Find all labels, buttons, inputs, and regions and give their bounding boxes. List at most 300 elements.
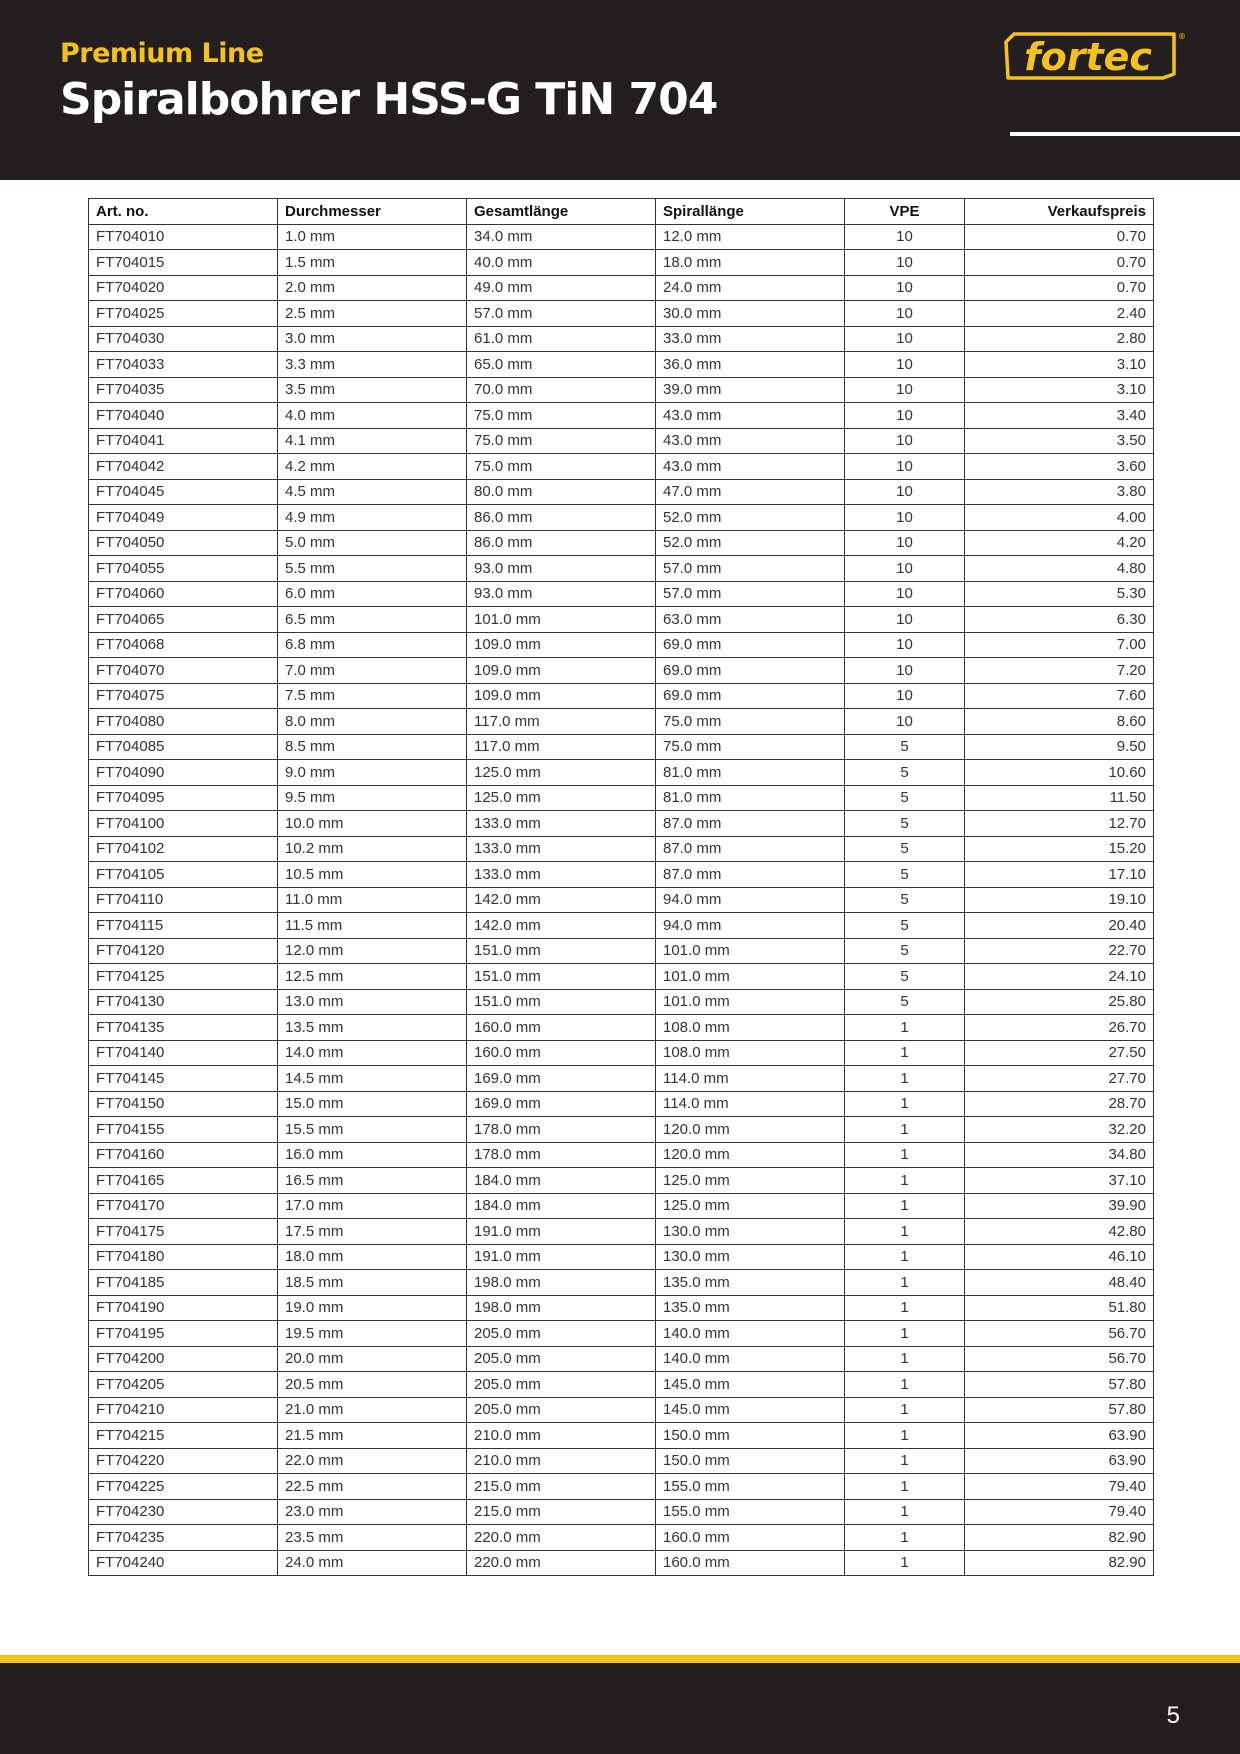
durchmesser-cell: 9.5 mm — [278, 785, 467, 811]
product-line-label: Premium Line — [60, 38, 264, 69]
table-body — [89, 224, 1154, 1576]
art-no-cell: FT704230 — [89, 1499, 278, 1525]
vpe-cell: 10 — [845, 275, 965, 301]
spirallaenge-cell: 57.0 mm — [656, 581, 845, 607]
vpe-cell: 1 — [845, 1066, 965, 1092]
vpe-cell: 10 — [845, 454, 965, 480]
durchmesser-cell: 17.5 mm — [278, 1219, 467, 1245]
spirallaenge-cell: 52.0 mm — [656, 530, 845, 556]
vpe-cell: 1 — [845, 1015, 965, 1041]
table-row — [89, 1193, 1154, 1219]
spirallaenge-cell: 87.0 mm — [656, 836, 845, 862]
gesamtlaenge-cell: 109.0 mm — [467, 683, 656, 709]
spirallaenge-cell: 52.0 mm — [656, 505, 845, 531]
art-no-cell: FT704050 — [89, 530, 278, 556]
art-no-cell: FT704175 — [89, 1219, 278, 1245]
verkaufspreis-cell: 8.60 — [965, 709, 1154, 735]
gesamtlaenge-cell: 101.0 mm — [467, 607, 656, 633]
table-row — [89, 1448, 1154, 1474]
durchmesser-cell: 19.5 mm — [278, 1321, 467, 1347]
vpe-cell: 1 — [845, 1525, 965, 1551]
verkaufspreis-cell: 25.80 — [965, 989, 1154, 1015]
spirallaenge-cell: 43.0 mm — [656, 403, 845, 429]
durchmesser-cell: 17.0 mm — [278, 1193, 467, 1219]
vpe-cell: 5 — [845, 913, 965, 939]
spirallaenge-cell: 145.0 mm — [656, 1372, 845, 1398]
product-table — [88, 198, 1154, 1576]
table-row — [89, 709, 1154, 735]
vpe-cell: 10 — [845, 428, 965, 454]
art-no-cell: FT704045 — [89, 479, 278, 505]
verkaufspreis-cell: 4.80 — [965, 556, 1154, 582]
art-no-cell: FT704185 — [89, 1270, 278, 1296]
durchmesser-cell: 1.0 mm — [278, 224, 467, 250]
durchmesser-cell: 24.0 mm — [278, 1550, 467, 1576]
durchmesser-cell: 7.5 mm — [278, 683, 467, 709]
table-row — [89, 1346, 1154, 1372]
durchmesser-cell: 23.0 mm — [278, 1499, 467, 1525]
gesamtlaenge-cell: 117.0 mm — [467, 734, 656, 760]
art-no-cell: FT704070 — [89, 658, 278, 684]
verkaufspreis-cell: 63.90 — [965, 1423, 1154, 1449]
spirallaenge-cell: 155.0 mm — [656, 1499, 845, 1525]
spirallaenge-cell: 160.0 mm — [656, 1525, 845, 1551]
spirallaenge-cell: 125.0 mm — [656, 1168, 845, 1194]
vpe-cell: 10 — [845, 403, 965, 429]
table-row — [89, 479, 1154, 505]
vpe-cell: 10 — [845, 352, 965, 378]
spirallaenge-cell: 36.0 mm — [656, 352, 845, 378]
verkaufspreis-cell: 32.20 — [965, 1117, 1154, 1143]
gesamtlaenge-cell: 93.0 mm — [467, 581, 656, 607]
art-no-cell: FT704080 — [89, 709, 278, 735]
vpe-cell: 10 — [845, 377, 965, 403]
gesamtlaenge-cell: 109.0 mm — [467, 658, 656, 684]
durchmesser-cell: 10.5 mm — [278, 862, 467, 888]
verkaufspreis-cell: 24.10 — [965, 964, 1154, 990]
spirallaenge-cell: 120.0 mm — [656, 1142, 845, 1168]
table-row — [89, 530, 1154, 556]
spirallaenge-cell: 69.0 mm — [656, 683, 845, 709]
art-no-cell: FT704085 — [89, 734, 278, 760]
verkaufspreis-cell: 7.00 — [965, 632, 1154, 658]
durchmesser-cell: 10.0 mm — [278, 811, 467, 837]
verkaufspreis-cell: 34.80 — [965, 1142, 1154, 1168]
art-no-cell: FT704165 — [89, 1168, 278, 1194]
vpe-cell: 5 — [845, 734, 965, 760]
gesamtlaenge-cell: 210.0 mm — [467, 1423, 656, 1449]
vpe-cell: 1 — [845, 1448, 965, 1474]
table-row — [89, 887, 1154, 913]
verkaufspreis-cell: 46.10 — [965, 1244, 1154, 1270]
vpe-cell: 5 — [845, 836, 965, 862]
gesamtlaenge-cell: 178.0 mm — [467, 1117, 656, 1143]
table-row — [89, 964, 1154, 990]
gesamtlaenge-cell: 142.0 mm — [467, 887, 656, 913]
gesamtlaenge-cell: 34.0 mm — [467, 224, 656, 250]
spirallaenge-cell: 33.0 mm — [656, 326, 845, 352]
spirallaenge-cell: 101.0 mm — [656, 938, 845, 964]
table-row — [89, 301, 1154, 327]
table-row — [89, 454, 1154, 480]
verkaufspreis-cell: 3.40 — [965, 403, 1154, 429]
durchmesser-cell: 22.5 mm — [278, 1474, 467, 1500]
column-header-durchmesser: Durchmesser — [278, 199, 467, 225]
gesamtlaenge-cell: 133.0 mm — [467, 811, 656, 837]
art-no-cell: FT704150 — [89, 1091, 278, 1117]
verkaufspreis-cell: 27.70 — [965, 1066, 1154, 1092]
table-row — [89, 556, 1154, 582]
art-no-cell: FT704033 — [89, 352, 278, 378]
art-no-cell: FT704155 — [89, 1117, 278, 1143]
gesamtlaenge-cell: 93.0 mm — [467, 556, 656, 582]
spirallaenge-cell: 69.0 mm — [656, 658, 845, 684]
durchmesser-cell: 3.3 mm — [278, 352, 467, 378]
art-no-cell: FT704095 — [89, 785, 278, 811]
vpe-cell: 10 — [845, 658, 965, 684]
logo-wordmark: fortec — [1024, 35, 1152, 79]
art-no-cell: FT704049 — [89, 505, 278, 531]
durchmesser-cell: 14.0 mm — [278, 1040, 467, 1066]
gesamtlaenge-cell: 169.0 mm — [467, 1066, 656, 1092]
table-row — [89, 913, 1154, 939]
table-row — [89, 785, 1154, 811]
gesamtlaenge-cell: 184.0 mm — [467, 1168, 656, 1194]
gesamtlaenge-cell: 198.0 mm — [467, 1295, 656, 1321]
vpe-cell: 1 — [845, 1346, 965, 1372]
table-row — [89, 1270, 1154, 1296]
gesamtlaenge-cell: 151.0 mm — [467, 964, 656, 990]
spirallaenge-cell: 18.0 mm — [656, 250, 845, 276]
table-row — [89, 1372, 1154, 1398]
logo-underline — [1010, 132, 1240, 136]
vpe-cell: 1 — [845, 1244, 965, 1270]
gesamtlaenge-cell: 70.0 mm — [467, 377, 656, 403]
spirallaenge-cell: 140.0 mm — [656, 1321, 845, 1347]
vpe-cell: 1 — [845, 1142, 965, 1168]
verkaufspreis-cell: 5.30 — [965, 581, 1154, 607]
durchmesser-cell: 12.0 mm — [278, 938, 467, 964]
spirallaenge-cell: 135.0 mm — [656, 1295, 845, 1321]
durchmesser-cell: 15.0 mm — [278, 1091, 467, 1117]
spirallaenge-cell: 57.0 mm — [656, 556, 845, 582]
durchmesser-cell: 5.0 mm — [278, 530, 467, 556]
verkaufspreis-cell: 37.10 — [965, 1168, 1154, 1194]
verkaufspreis-cell: 3.50 — [965, 428, 1154, 454]
gesamtlaenge-cell: 133.0 mm — [467, 862, 656, 888]
page-title: Spiralbohrer HSS-G TiN 704 — [60, 74, 718, 125]
vpe-cell: 1 — [845, 1091, 965, 1117]
verkaufspreis-cell: 63.90 — [965, 1448, 1154, 1474]
spirallaenge-cell: 160.0 mm — [656, 1550, 845, 1576]
gesamtlaenge-cell: 142.0 mm — [467, 913, 656, 939]
durchmesser-cell: 15.5 mm — [278, 1117, 467, 1143]
column-header-spirallaenge: Spirallänge — [656, 199, 845, 225]
art-no-cell: FT704225 — [89, 1474, 278, 1500]
spirallaenge-cell: 140.0 mm — [656, 1346, 845, 1372]
table-row — [89, 658, 1154, 684]
table-row — [89, 1117, 1154, 1143]
vpe-cell: 5 — [845, 862, 965, 888]
gesamtlaenge-cell: 198.0 mm — [467, 1270, 656, 1296]
art-no-cell: FT704140 — [89, 1040, 278, 1066]
vpe-cell: 1 — [845, 1321, 965, 1347]
gesamtlaenge-cell: 151.0 mm — [467, 938, 656, 964]
vpe-cell: 10 — [845, 709, 965, 735]
table-row — [89, 683, 1154, 709]
gesamtlaenge-cell: 75.0 mm — [467, 428, 656, 454]
vpe-cell: 5 — [845, 760, 965, 786]
vpe-cell: 10 — [845, 479, 965, 505]
durchmesser-cell: 11.0 mm — [278, 887, 467, 913]
spirallaenge-cell: 150.0 mm — [656, 1448, 845, 1474]
gesamtlaenge-cell: 191.0 mm — [467, 1244, 656, 1270]
table-row — [89, 326, 1154, 352]
spirallaenge-cell: 87.0 mm — [656, 862, 845, 888]
vpe-cell: 5 — [845, 989, 965, 1015]
spirallaenge-cell: 81.0 mm — [656, 785, 845, 811]
art-no-cell: FT704190 — [89, 1295, 278, 1321]
table-row — [89, 836, 1154, 862]
spirallaenge-cell: 114.0 mm — [656, 1091, 845, 1117]
table-row — [89, 1040, 1154, 1066]
gesamtlaenge-cell: 191.0 mm — [467, 1219, 656, 1245]
durchmesser-cell: 12.5 mm — [278, 964, 467, 990]
spirallaenge-cell: 63.0 mm — [656, 607, 845, 633]
vpe-cell: 10 — [845, 530, 965, 556]
durchmesser-cell: 4.9 mm — [278, 505, 467, 531]
vpe-cell: 10 — [845, 581, 965, 607]
table-row — [89, 734, 1154, 760]
table-row — [89, 377, 1154, 403]
column-header-gesamtlaenge: Gesamtlänge — [467, 199, 656, 225]
spirallaenge-cell: 43.0 mm — [656, 454, 845, 480]
vpe-cell: 10 — [845, 505, 965, 531]
gesamtlaenge-cell: 57.0 mm — [467, 301, 656, 327]
spirallaenge-cell: 135.0 mm — [656, 1270, 845, 1296]
vpe-cell: 1 — [845, 1040, 965, 1066]
spirallaenge-cell: 150.0 mm — [656, 1423, 845, 1449]
gesamtlaenge-cell: 133.0 mm — [467, 836, 656, 862]
verkaufspreis-cell: 0.70 — [965, 250, 1154, 276]
gesamtlaenge-cell: 215.0 mm — [467, 1499, 656, 1525]
table-row — [89, 1142, 1154, 1168]
art-no-cell: FT704200 — [89, 1346, 278, 1372]
art-no-cell: FT704240 — [89, 1550, 278, 1576]
verkaufspreis-cell: 56.70 — [965, 1346, 1154, 1372]
footer-accent-stripe — [0, 1655, 1240, 1663]
spirallaenge-cell: 155.0 mm — [656, 1474, 845, 1500]
art-no-cell: FT704040 — [89, 403, 278, 429]
spirallaenge-cell: 108.0 mm — [656, 1040, 845, 1066]
gesamtlaenge-cell: 109.0 mm — [467, 632, 656, 658]
art-no-cell: FT704220 — [89, 1448, 278, 1474]
art-no-cell: FT704065 — [89, 607, 278, 633]
durchmesser-cell: 9.0 mm — [278, 760, 467, 786]
verkaufspreis-cell: 51.80 — [965, 1295, 1154, 1321]
vpe-cell: 10 — [845, 607, 965, 633]
verkaufspreis-cell: 2.40 — [965, 301, 1154, 327]
vpe-cell: 5 — [845, 938, 965, 964]
durchmesser-cell: 16.0 mm — [278, 1142, 467, 1168]
durchmesser-cell: 18.5 mm — [278, 1270, 467, 1296]
table-row — [89, 1423, 1154, 1449]
table-row — [89, 250, 1154, 276]
verkaufspreis-cell: 3.10 — [965, 352, 1154, 378]
spirallaenge-cell: 120.0 mm — [656, 1117, 845, 1143]
vpe-cell: 1 — [845, 1270, 965, 1296]
verkaufspreis-cell: 3.60 — [965, 454, 1154, 480]
spirallaenge-cell: 81.0 mm — [656, 760, 845, 786]
gesamtlaenge-cell: 220.0 mm — [467, 1525, 656, 1551]
table-row — [89, 1295, 1154, 1321]
vpe-cell: 10 — [845, 683, 965, 709]
vpe-cell: 5 — [845, 887, 965, 913]
art-no-cell: FT704180 — [89, 1244, 278, 1270]
spirallaenge-cell: 130.0 mm — [656, 1244, 845, 1270]
spirallaenge-cell: 130.0 mm — [656, 1219, 845, 1245]
art-no-cell: FT704160 — [89, 1142, 278, 1168]
verkaufspreis-cell: 3.80 — [965, 479, 1154, 505]
gesamtlaenge-cell: 86.0 mm — [467, 505, 656, 531]
art-no-cell: FT704105 — [89, 862, 278, 888]
vpe-cell: 1 — [845, 1372, 965, 1398]
vpe-cell: 1 — [845, 1168, 965, 1194]
durchmesser-cell: 8.0 mm — [278, 709, 467, 735]
verkaufspreis-cell: 57.80 — [965, 1372, 1154, 1398]
spirallaenge-cell: 39.0 mm — [656, 377, 845, 403]
verkaufspreis-cell: 6.30 — [965, 607, 1154, 633]
art-no-cell: FT704102 — [89, 836, 278, 862]
durchmesser-cell: 1.5 mm — [278, 250, 467, 276]
table-row — [89, 1525, 1154, 1551]
verkaufspreis-cell: 7.20 — [965, 658, 1154, 684]
art-no-cell: FT704025 — [89, 301, 278, 327]
durchmesser-cell: 2.0 mm — [278, 275, 467, 301]
durchmesser-cell: 23.5 mm — [278, 1525, 467, 1551]
verkaufspreis-cell: 57.80 — [965, 1397, 1154, 1423]
spirallaenge-cell: 69.0 mm — [656, 632, 845, 658]
spirallaenge-cell: 24.0 mm — [656, 275, 845, 301]
vpe-cell: 5 — [845, 785, 965, 811]
gesamtlaenge-cell: 49.0 mm — [467, 275, 656, 301]
table-row — [89, 403, 1154, 429]
verkaufspreis-cell: 20.40 — [965, 913, 1154, 939]
vpe-cell: 10 — [845, 301, 965, 327]
verkaufspreis-cell: 42.80 — [965, 1219, 1154, 1245]
verkaufspreis-cell: 4.20 — [965, 530, 1154, 556]
durchmesser-cell: 7.0 mm — [278, 658, 467, 684]
durchmesser-cell: 20.0 mm — [278, 1346, 467, 1372]
spirallaenge-cell: 12.0 mm — [656, 224, 845, 250]
spirallaenge-cell: 75.0 mm — [656, 709, 845, 735]
gesamtlaenge-cell: 65.0 mm — [467, 352, 656, 378]
vpe-cell: 1 — [845, 1423, 965, 1449]
table-row — [89, 1474, 1154, 1500]
durchmesser-cell: 21.5 mm — [278, 1423, 467, 1449]
table-row — [89, 1066, 1154, 1092]
art-no-cell: FT704195 — [89, 1321, 278, 1347]
spirallaenge-cell: 101.0 mm — [656, 964, 845, 990]
page-header — [0, 0, 1240, 180]
gesamtlaenge-cell: 205.0 mm — [467, 1372, 656, 1398]
gesamtlaenge-cell: 220.0 mm — [467, 1550, 656, 1576]
verkaufspreis-cell: 28.70 — [965, 1091, 1154, 1117]
verkaufspreis-cell: 82.90 — [965, 1550, 1154, 1576]
table-row — [89, 1550, 1154, 1576]
registered-mark: ® — [1178, 32, 1186, 41]
verkaufspreis-cell: 56.70 — [965, 1321, 1154, 1347]
durchmesser-cell: 10.2 mm — [278, 836, 467, 862]
verkaufspreis-cell: 0.70 — [965, 224, 1154, 250]
verkaufspreis-cell: 19.10 — [965, 887, 1154, 913]
table-row — [89, 1168, 1154, 1194]
spirallaenge-cell: 43.0 mm — [656, 428, 845, 454]
gesamtlaenge-cell: 80.0 mm — [467, 479, 656, 505]
durchmesser-cell: 11.5 mm — [278, 913, 467, 939]
gesamtlaenge-cell: 61.0 mm — [467, 326, 656, 352]
vpe-cell: 10 — [845, 326, 965, 352]
durchmesser-cell: 22.0 mm — [278, 1448, 467, 1474]
gesamtlaenge-cell: 205.0 mm — [467, 1346, 656, 1372]
art-no-cell: FT704090 — [89, 760, 278, 786]
verkaufspreis-cell: 2.80 — [965, 326, 1154, 352]
table-row — [89, 428, 1154, 454]
spirallaenge-cell: 108.0 mm — [656, 1015, 845, 1041]
gesamtlaenge-cell: 205.0 mm — [467, 1397, 656, 1423]
verkaufspreis-cell: 7.60 — [965, 683, 1154, 709]
durchmesser-cell: 16.5 mm — [278, 1168, 467, 1194]
verkaufspreis-cell: 10.60 — [965, 760, 1154, 786]
verkaufspreis-cell: 15.20 — [965, 836, 1154, 862]
art-no-cell: FT704130 — [89, 989, 278, 1015]
durchmesser-cell: 8.5 mm — [278, 734, 467, 760]
art-no-cell: FT704041 — [89, 428, 278, 454]
art-no-cell: FT704135 — [89, 1015, 278, 1041]
vpe-cell: 10 — [845, 632, 965, 658]
verkaufspreis-cell: 12.70 — [965, 811, 1154, 837]
product-table-container — [88, 198, 1153, 1576]
durchmesser-cell: 4.1 mm — [278, 428, 467, 454]
art-no-cell: FT704110 — [89, 887, 278, 913]
spirallaenge-cell: 145.0 mm — [656, 1397, 845, 1423]
vpe-cell: 1 — [845, 1295, 965, 1321]
spirallaenge-cell: 30.0 mm — [656, 301, 845, 327]
table-row — [89, 811, 1154, 837]
vpe-cell: 10 — [845, 556, 965, 582]
gesamtlaenge-cell: 125.0 mm — [467, 785, 656, 811]
gesamtlaenge-cell: 160.0 mm — [467, 1040, 656, 1066]
gesamtlaenge-cell: 75.0 mm — [467, 454, 656, 480]
column-header-vpe: VPE — [845, 199, 965, 225]
table-header-row — [89, 199, 1154, 225]
art-no-cell: FT704100 — [89, 811, 278, 837]
page-number: 5 — [1166, 1702, 1180, 1729]
verkaufspreis-cell: 4.00 — [965, 505, 1154, 531]
spirallaenge-cell: 87.0 mm — [656, 811, 845, 837]
art-no-cell: FT704235 — [89, 1525, 278, 1551]
table-row — [89, 505, 1154, 531]
gesamtlaenge-cell: 215.0 mm — [467, 1474, 656, 1500]
gesamtlaenge-cell: 184.0 mm — [467, 1193, 656, 1219]
vpe-cell: 1 — [845, 1117, 965, 1143]
art-no-cell: FT704020 — [89, 275, 278, 301]
table-row — [89, 581, 1154, 607]
gesamtlaenge-cell: 40.0 mm — [467, 250, 656, 276]
durchmesser-cell: 19.0 mm — [278, 1295, 467, 1321]
durchmesser-cell: 18.0 mm — [278, 1244, 467, 1270]
table-row — [89, 224, 1154, 250]
